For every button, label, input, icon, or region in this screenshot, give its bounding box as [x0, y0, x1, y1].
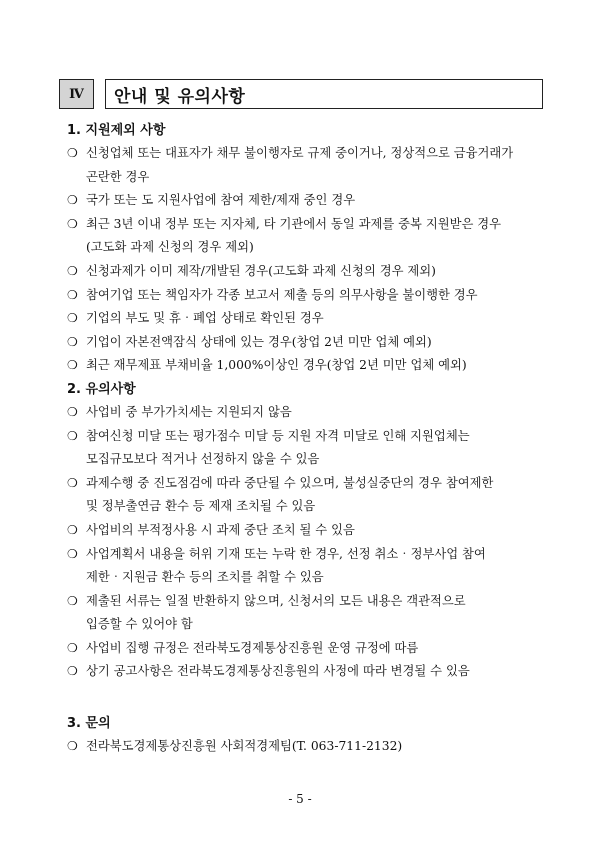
exclusion-heading: 1. 지원제외 사항 [67, 123, 166, 138]
inquiry-section [67, 712, 557, 759]
document-body [67, 119, 557, 759]
circle-bullet-icon: ❍ [67, 593, 78, 608]
circle-bullet-icon: ❍ [67, 640, 78, 655]
circle-bullet-icon: ❍ [67, 664, 78, 679]
list-item: ❍ 과제수행 중 진도점검에 따라 중단될 수 있으며, 불성실중단의 경우 참여제한 및 정부출연금 환수 등 제재 조치될 수 있음 [67, 472, 557, 519]
circle-bullet-icon: ❍ [67, 193, 78, 208]
list-item: ❍ 최근 3년 이내 정부 또는 지자체, 타 기관에서 동일 과제를 중복 지원받은 경우 (고도화 과제 신청의 경우 제외) [67, 213, 557, 260]
circle-bullet-icon: ❍ [67, 287, 78, 302]
circle-bullet-icon: ❍ [67, 146, 78, 160]
page-number: - 5 - [288, 792, 312, 806]
list-item: ❍ 최근 재무제표 부채비율 1,000%이상인 경우(창업 2년 미만 업체 예외) [67, 354, 557, 378]
section-number-box: Ⅳ [59, 79, 94, 109]
section-title-box: 안내 및 유의사항 [105, 79, 543, 109]
list-item: ❍ 사업비의 부적정사용 시 과제 중단 조치 될 수 있음 [67, 519, 557, 543]
list-item: ❍ 기업이 자본전액잠식 상태에 있는 경우(창업 2년 미만 업체 예외) [67, 331, 557, 355]
list-item: ❍ 참여기업 또는 책임자가 각종 보고서 제출 등의 의무사항을 불이행한 경우 [67, 284, 557, 308]
list-item: ❍ 신청과제가 이미 제작/개발된 경우(고도화 과제 신청의 경우 제외) [67, 260, 557, 284]
list-item: ❍ 사업비 집행 규정은 전라북도경제통상진흥원 운영 규정에 따름 [67, 637, 557, 661]
list-item: ❍ 신청업체 또는 대표자가 채무 불이행자로 규제 중이거나, 정상적으로 금융거래가 곤란한 경우 [67, 142, 557, 189]
circle-bullet-icon: ❍ [67, 311, 78, 326]
circle-bullet-icon: ❍ [67, 475, 78, 490]
circle-bullet-icon: ❍ [67, 739, 78, 754]
circle-bullet-icon: ❍ [67, 358, 78, 373]
list-item: ❍ 제출된 서류는 일절 반환하지 않으며, 신청서의 모든 내용은 객관적으로 입증할 수 있어야 함 [67, 590, 557, 637]
list-item: ❍ 상기 공고사항은 전라북도경제통상진흥원의 사정에 따라 변경될 수 있음 [67, 660, 557, 684]
inquiry-heading: 3. 문의 [67, 716, 111, 732]
caution-heading: 2. 유의사항 [67, 381, 136, 397]
circle-bullet-icon: ❍ [67, 404, 78, 419]
list-item: ❍ 기업의 부도 및 휴‧폐업 상태로 확인된 경우 [67, 307, 557, 331]
section-header [59, 79, 543, 109]
exclusion-section [67, 119, 557, 378]
list-item: ❍ 사업비 중 부가가치세는 지원되지 않음 [67, 401, 557, 425]
circle-bullet-icon: ❍ [67, 263, 78, 278]
circle-bullet-icon: ❍ [67, 334, 78, 349]
contact-info: 전라북도경제통상진흥원 사회적경제팀(T. 063-711-2132) [86, 739, 403, 754]
caution-section [67, 378, 557, 684]
list-item [67, 735, 557, 759]
circle-bullet-icon: ❍ [67, 428, 78, 443]
circle-bullet-icon: ❍ [67, 522, 78, 537]
list-item: ❍ 국가 또는 도 지원사업에 참여 제한/제재 중인 경우 [67, 189, 557, 213]
list-item: ❍ 사업계획서 내용을 허위 기재 또는 누락 한 경우, 선정 취소‧정부사업 참여 제한‧지원금 환수 등의 조치를 취할 수 있음 [67, 543, 557, 590]
list-item: ❍ 참여신청 미달 또는 평가점수 미달 등 지원 자격 미달로 인해 지원업체는 모집규모보다 적거나 선정하지 않을 수 있음 [67, 425, 557, 472]
circle-bullet-icon: ❍ [67, 216, 78, 231]
circle-bullet-icon: ❍ [67, 546, 78, 561]
